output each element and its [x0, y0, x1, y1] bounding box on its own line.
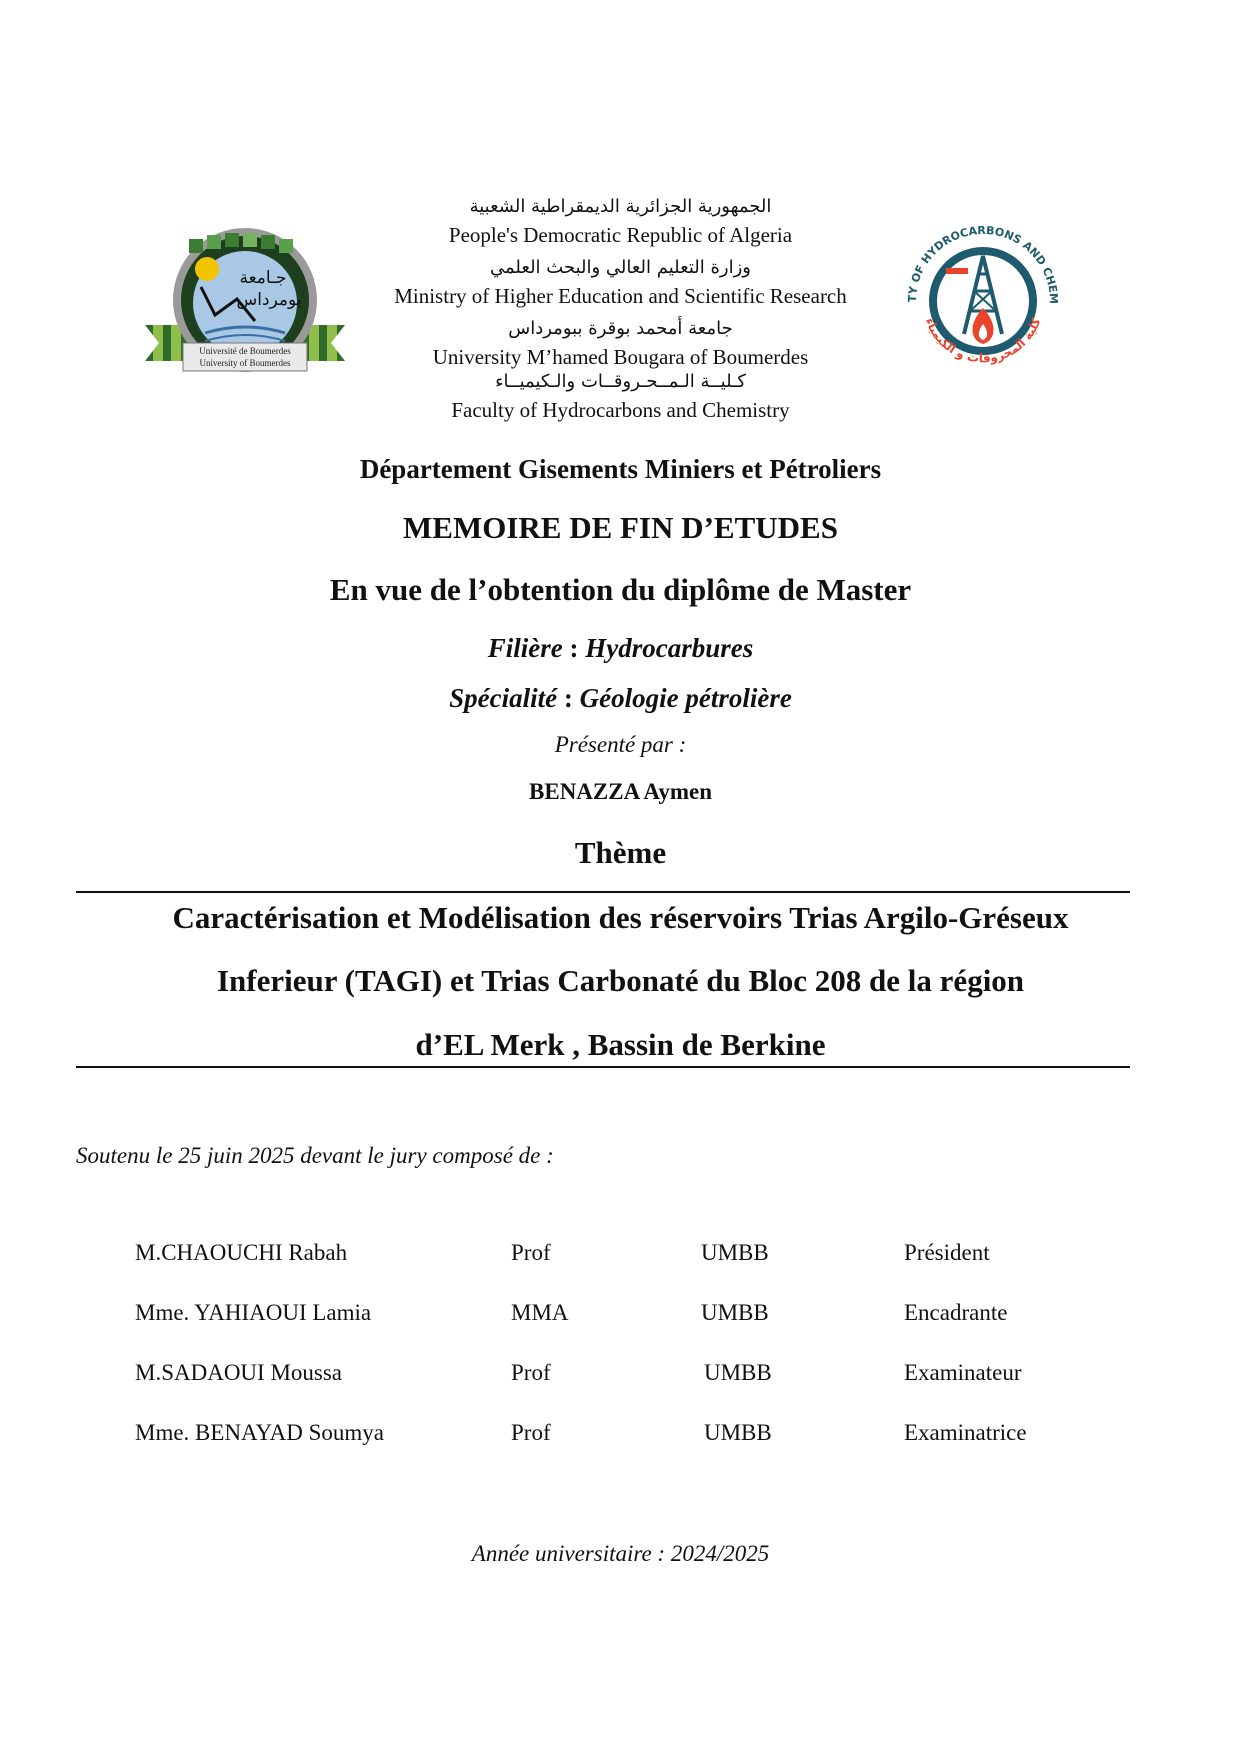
- jury-role: Président: [904, 1240, 990, 1265]
- academic-year: Année universitaire : 2024/2025: [471, 1541, 770, 1566]
- jury-name: Mme. YAHIAOUI Lamia: [135, 1300, 372, 1325]
- jury-role: Examinateur: [904, 1360, 1022, 1385]
- logo-caption-fr: Université de Boumerdes: [199, 346, 291, 356]
- author-name: BENAZZA Aymen: [529, 779, 712, 804]
- arabic-faculty: كـليــة الـمــحـروقــات والـكيميــاء: [495, 371, 746, 392]
- faculty-ring-text-ar: كلية المحروقات و الكيمياء: [922, 315, 1044, 366]
- university-name: University M’hamed Bougara of Boumerdes: [432, 345, 809, 369]
- department-title: Département Gisements Miniers et Pétroliers: [359, 454, 882, 484]
- jury-institution: UMBB: [704, 1360, 772, 1385]
- filiere-line: [0, 633, 1241, 664]
- jury-grade: Prof: [511, 1420, 551, 1445]
- jury-row: [0, 1300, 1241, 1330]
- theme-line-3: d’EL Merk , Bassin de Berkine: [415, 1027, 826, 1062]
- logo-arabic-line-1: جـامعة: [239, 268, 287, 288]
- republic-name: People's Democratic Republic of Algeria: [448, 223, 793, 247]
- specialite-label: Spécialité: [449, 683, 558, 713]
- jury-institution: UMBB: [704, 1420, 772, 1445]
- jury-row: [0, 1360, 1241, 1390]
- specialite-value: Géologie pétrolière: [579, 683, 792, 713]
- ministry-name: Ministry of Higher Education and Scientific Research: [394, 284, 847, 308]
- jury-name: Mme. BENAYAD Soumya: [135, 1420, 384, 1445]
- theme-top-rule: [76, 891, 1130, 893]
- jury-grade: MMA: [511, 1300, 569, 1325]
- jury-institution: UMBB: [701, 1240, 769, 1265]
- filiere-separator: :: [569, 633, 579, 663]
- defense-statement: Soutenu le 25 juin 2025 devant le jury composé de :: [76, 1143, 554, 1168]
- specialite-separator: :: [563, 683, 573, 713]
- jury-name: M.CHAOUCHI Rabah: [135, 1240, 348, 1265]
- presented-by-label: Présenté par :: [554, 732, 687, 757]
- memoire-title: MEMOIRE DE FIN D’ETUDES: [403, 510, 838, 545]
- jury-institution: UMBB: [701, 1300, 769, 1325]
- filiere-value: Hydrocarbures: [585, 633, 754, 663]
- jury-row: [0, 1240, 1241, 1270]
- jury-row: [0, 1420, 1241, 1450]
- theme-label: Thème: [574, 835, 667, 870]
- logo-arabic-line-2: بومرداس: [236, 290, 302, 310]
- jury-grade: Prof: [511, 1360, 551, 1385]
- theme-line-1: Caractérisation et Modélisation des réservoirs Trias Argilo-Gréseux: [172, 900, 1069, 935]
- theme-bottom-rule: [76, 1066, 1130, 1068]
- logo-caption-en: University of Boumerdes: [199, 358, 291, 368]
- theme-line-2: Inferieur (TAGI) et Trias Carbonaté du Bloc 208 de la région: [216, 963, 1025, 998]
- jury-role: Examinatrice: [904, 1420, 1027, 1445]
- arabic-university: جامعة أمحمد بوقرة ببومرداس: [508, 318, 733, 339]
- jury-grade: Prof: [511, 1240, 551, 1265]
- filiere-label: Filière: [487, 633, 563, 663]
- specialite-line: [0, 683, 1241, 714]
- faculty-ring-text-en: TY OF HYDROCARBONS AND CHEM: [905, 223, 1061, 305]
- faculty-name: Faculty of Hydrocarbons and Chemistry: [451, 398, 790, 422]
- arabic-republic: الجمهورية الجزائرية الديمقراطية الشعبية: [469, 196, 772, 217]
- jury-role: Encadrante: [904, 1300, 1008, 1325]
- jury-name: M.SADAOUI Moussa: [135, 1360, 343, 1385]
- diploma-subtitle: En vue de l’obtention du diplôme de Master: [329, 572, 912, 607]
- arabic-ministry: وزارة التعليم العالي والبحث العلمي: [490, 257, 751, 278]
